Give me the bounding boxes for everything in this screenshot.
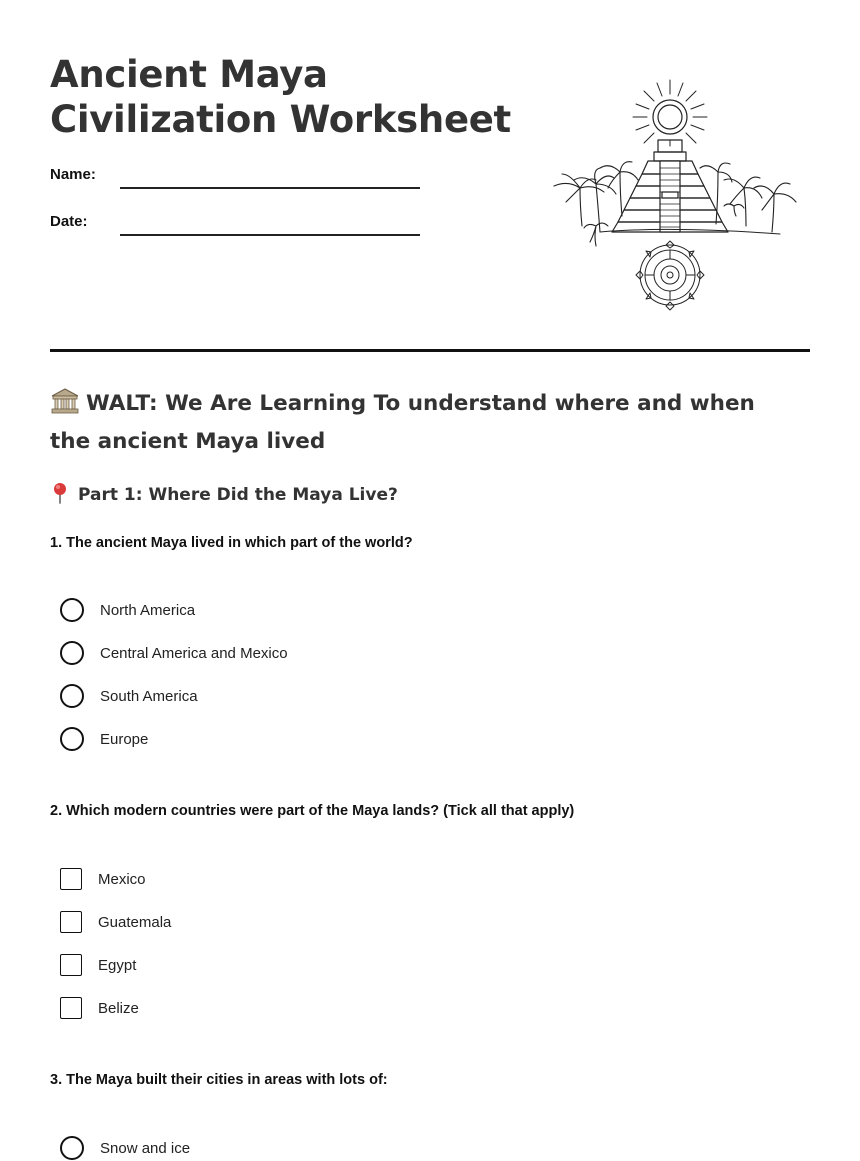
option-label: Snow and ice	[100, 1139, 191, 1157]
question-1: 1. The ancient Maya lived in which part of the world?	[50, 535, 413, 551]
q2-option-mexico[interactable]	[60, 867, 146, 891]
name-field[interactable]	[120, 187, 420, 189]
walt-text: WALT: We Are Learning To understand where and when the ancient Maya lived	[50, 391, 755, 454]
option-label: Central America and Mexico	[100, 644, 288, 662]
maya-calendar-icon	[636, 241, 704, 310]
part-1-title: Part 1: Where Did the Maya Live?	[78, 485, 398, 505]
radio-button[interactable]	[60, 684, 84, 708]
option-label: Mexico	[98, 870, 146, 888]
q2-option-guatemala[interactable]	[60, 910, 171, 934]
checkbox[interactable]	[60, 954, 82, 976]
section-divider	[50, 349, 810, 352]
checkbox[interactable]	[60, 868, 82, 890]
option-label: Egypt	[98, 956, 137, 974]
date-label: Date:	[50, 213, 88, 230]
q1-option-europe[interactable]	[60, 727, 148, 751]
checkbox[interactable]	[60, 911, 82, 933]
option-label: Europe	[100, 730, 149, 748]
question-3: 3. The Maya built their cities in areas with lots of:	[50, 1072, 388, 1088]
q2-option-egypt[interactable]	[60, 953, 136, 977]
title-line-1: Ancient Maya	[50, 53, 328, 96]
q2-option-belize[interactable]	[60, 996, 139, 1020]
option-label: North America	[100, 601, 196, 619]
round-pushpin-icon	[50, 482, 70, 504]
radio-button[interactable]	[60, 641, 84, 665]
radio-button[interactable]	[60, 727, 84, 751]
name-label: Name:	[50, 166, 96, 183]
maya-pyramid-illustration	[540, 76, 810, 318]
q3-option-snow-and-ice[interactable]	[60, 1136, 190, 1160]
classical-building-icon	[50, 388, 80, 414]
walt-heading	[50, 385, 790, 461]
option-label: Guatemala	[98, 913, 172, 931]
pyramid-icon	[600, 140, 780, 234]
radio-button[interactable]	[60, 598, 84, 622]
title-line-2: Civilization Worksheet	[50, 98, 511, 141]
q1-option-south-america[interactable]	[60, 684, 198, 708]
radio-button[interactable]	[60, 1136, 84, 1160]
sun-icon	[633, 80, 707, 146]
option-label: Belize	[98, 999, 139, 1017]
date-field[interactable]	[120, 234, 420, 236]
q1-option-central-america-mexico[interactable]	[60, 641, 288, 665]
checkbox[interactable]	[60, 997, 82, 1019]
question-2: 2. Which modern countries were part of the Maya lands? (Tick all that apply)	[50, 803, 575, 819]
part-1-heading	[50, 482, 398, 505]
option-label: South America	[100, 687, 198, 705]
page-title	[50, 52, 511, 142]
q1-option-north-america[interactable]	[60, 598, 195, 622]
